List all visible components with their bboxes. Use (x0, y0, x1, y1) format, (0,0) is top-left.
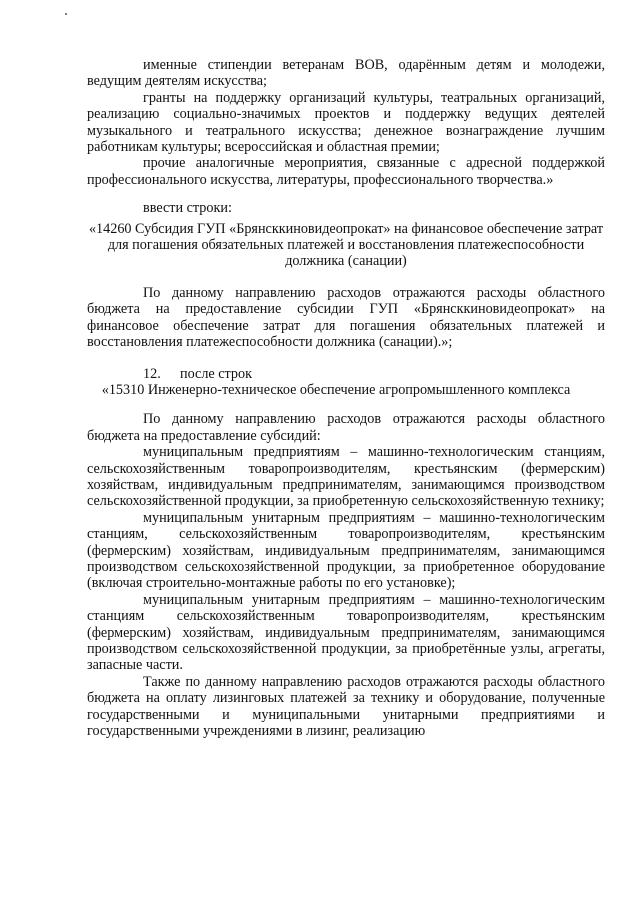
paragraph-unitary-parts: муниципальным унитарным предприятиям – машинно-технологическим станциям сельскохозяйственным товаропроизводителям, крестьянским (фермерским) хозяйствам, индивидуальным предпринимателям, занимающимся производством сельскохозяйственной продукции, за приобретённые узлы, агрегаты, запасные части. (87, 591, 605, 674)
paragraph-grants: гранты на поддержку организаций культуры, театральных организаций, реализацию социально-значимых проектов и поддержку ведущих деятелей музыкального и театрального искусства; денежное вознаграждение лучшим работникам культуры; всероссийская и областная премии; (87, 89, 605, 156)
paragraph-municipal-enterprises: муниципальным предприятиям – машинно-технологическим станциям, сельскохозяйственным товаропроизводителям, крестьянским (фермерским) хозяйствам, индивидуальным предпринимателям, занимающимся производством сельскохозяйственной продукции, за приобретенную сельскохозяйственную технику; (87, 444, 605, 510)
item-text: после строк (180, 365, 253, 382)
paragraph-unitary-equipment: муниципальным унитарным предприятиям – машинно-технологическим станциям, сельскохозяйственным товаропроизводителям, крестьянским (фермерским) хозяйствам, индивидуальным предпринимателям, занимающимся производством сельскохозяйственной продукции, за приобретенное оборудование (включая строительно-монтажные работы по его установке); (87, 509, 605, 592)
list-item-12 (87, 366, 605, 382)
paragraph-scholarships: именные стипендии ветеранам ВОВ, одарённым детям и молодежи, ведущим деятелям искусства; (87, 57, 605, 90)
scan-speck (65, 13, 67, 15)
heading-15310: «15310 Инженерно-техническое обеспечение агропромышленного комплекса (101, 381, 571, 398)
document-page (87, 57, 605, 739)
paragraph-other-events: прочие аналогичные мероприятия, связанные с адресной поддержкой профессионального искусства, литературы, профессионального творчества.» (87, 155, 605, 188)
paragraph-insert-lines: ввести строки: (143, 200, 232, 217)
heading-14260: «14260 Субсидия ГУП «Брянсккиновидеопрокат» на финансовое обеспечение затрат для погашения обязательных платежей и восстановления платежеспособности должника (санации) (88, 220, 604, 270)
paragraph-direction-14260: По данному направлению расходов отражаются расходы областного бюджета на предоставление субсидии ГУП «Брянсккиновидеопрокат» на финансовое обеспечение затрат для погашения обязательных платежей и восстановления платежеспособности должника (санации).»; (87, 284, 605, 351)
item-number: 12. (143, 365, 161, 382)
paragraph-leasing: Также по данному направлению расходов отражаются расходы областного бюджета на оплату лизинговых платежей за технику и оборудование, полученные государственными и муниципальными унитарными предприятиями и государственными учреждениями в лизинг, реализацию (87, 673, 605, 740)
paragraph-direction-15310: По данному направлению расходов отражаются расходы областного бюджета на предоставление субсидий: (87, 411, 605, 444)
